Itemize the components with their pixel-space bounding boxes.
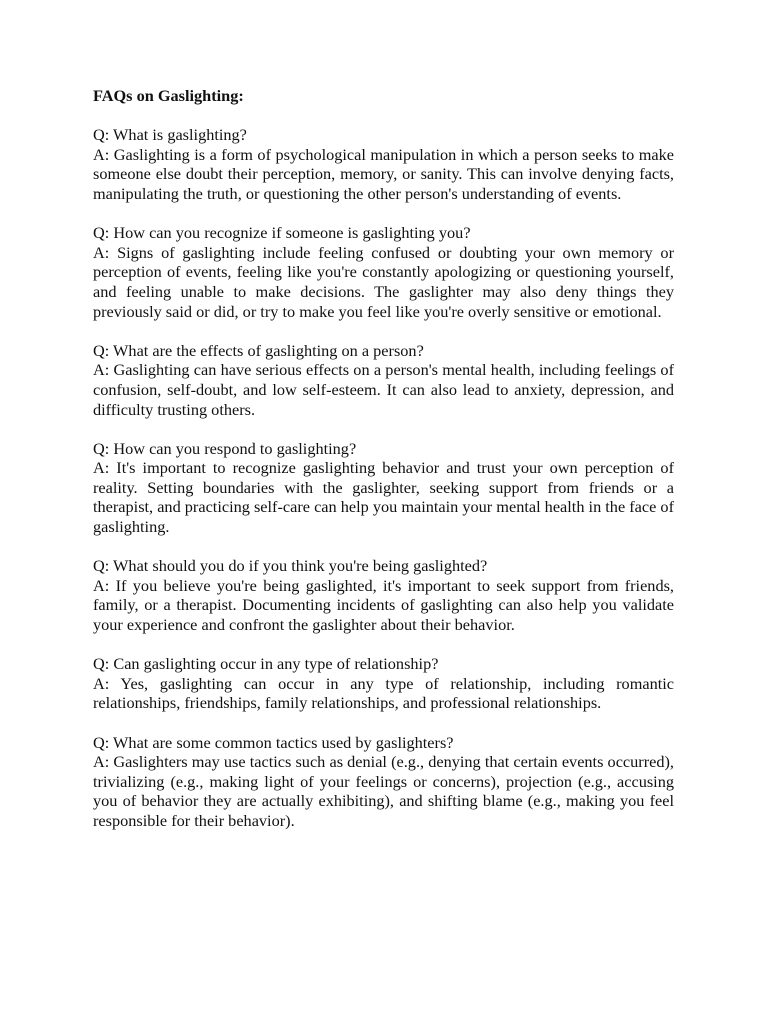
faq-question: Q: What is gaslighting? [93, 125, 247, 145]
faq-item [93, 654, 674, 713]
faq-answer: A: If you believe you're being gaslighted, it's important to seek support from friends, family, or a therapist. Documenting incidents of gaslighting can also help you validate your experience and confront the gaslighter about their behavior. [93, 575, 674, 635]
faq-item [93, 223, 674, 321]
faq-item [93, 439, 674, 537]
faq-answer: A: Gaslighters may use tactics such as denial (e.g., denying that certain events occurred), trivializing (e.g., making light of your feelings or concerns), projection (e.g., accusing you of behavior they are actually exhibiting), and shifting blame (e.g., making you feel responsible for their behavior). [93, 752, 674, 830]
faq-item [93, 341, 674, 419]
faq-answer: A: Gaslighting can have serious effects on a person's mental health, including feelings of confusion, self-doubt, and low self-esteem. It can also lead to anxiety, depression, and difficulty trusting others. [93, 360, 674, 419]
page-title: FAQs on Gaslighting: [93, 86, 244, 105]
faq-item [93, 733, 674, 831]
faq-question: Q: How can you respond to gaslighting? [93, 438, 357, 458]
faq-question: Q: Can gaslighting occur in any type of relationship? [93, 654, 439, 674]
faq-question: Q: How can you recognize if someone is gaslighting you? [93, 223, 471, 243]
faq-answer: A: Gaslighting is a form of psychological manipulation in which a person seeks to make someone else doubt their perception, memory, or sanity. This can involve denying facts, manipulating the truth, or questioning the other person's understanding of events. [93, 144, 674, 203]
document-page [93, 86, 674, 850]
faq-item [93, 125, 674, 203]
faq-question: Q: What are some common tactics used by gaslighters? [93, 732, 454, 752]
faq-answer: A: Signs of gaslighting include feeling confused or doubting your own memory or perception of events, feeling like you're constantly apologizing or questioning yourself, and feeling unable to make decisions. The gaslighter may also deny things they previously said or did, or try to make you feel like you're overly sensitive or emotional. [93, 242, 674, 321]
faq-answer: A: Yes, gaslighting can occur in any type of relationship, including romantic relationships, friendships, family relationships, and professional relationships. [93, 673, 674, 713]
faq-item [93, 556, 674, 634]
faq-question: Q: What are the effects of gaslighting on a person? [93, 340, 424, 360]
faq-answer: A: It's important to recognize gaslighting behavior and trust your own perception of reality. Setting boundaries with the gaslighter, seeking support from friends or a therapist, and practicing self-care can help you maintain your mental health in the face of gaslighting. [93, 458, 674, 537]
faq-question: Q: What should you do if you think you're being gaslighted? [93, 556, 488, 576]
